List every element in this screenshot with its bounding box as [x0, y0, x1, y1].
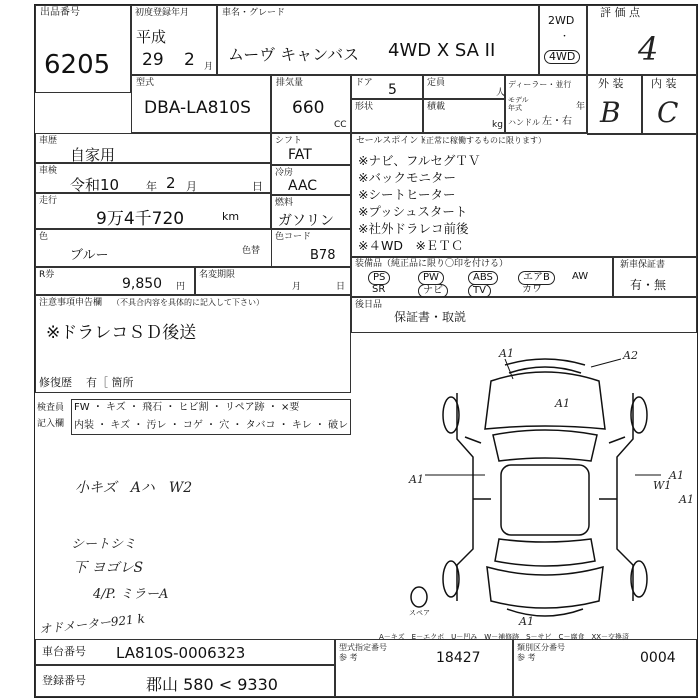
sales-point-item: ※バックモニター	[358, 170, 456, 185]
recycle-label: R券	[39, 270, 55, 280]
fuel-cell	[271, 195, 351, 229]
handle-label: ハンドル	[508, 118, 540, 127]
mileage: 9万4千720	[96, 209, 185, 229]
shape-label: 形状	[355, 102, 374, 112]
warranty-cell	[613, 257, 697, 297]
displacement-cell	[271, 75, 351, 133]
equipment-option: AW	[572, 271, 589, 282]
designation: 18427	[436, 650, 481, 666]
inspection-era: 令和10	[70, 176, 120, 194]
sales-points-cell	[351, 133, 697, 257]
displacement: 660	[292, 98, 325, 118]
sales-point-item: ※社外ドラレコ前後	[358, 221, 469, 236]
shape-cell	[351, 99, 423, 133]
category-label: 類別区分番号	[517, 643, 565, 652]
damage-mark: A1	[499, 347, 514, 360]
name-grade-label: 車名・グレード	[222, 8, 286, 18]
inspection-tsuki: 月	[186, 180, 197, 193]
first-reg-cell	[131, 5, 217, 75]
model-year-label: モデル年式	[508, 96, 529, 112]
warranty-label: 新車保証書	[620, 260, 666, 270]
shift-cell	[271, 133, 351, 165]
km-unit: km	[222, 210, 240, 223]
warranty: 有・無	[630, 278, 667, 292]
equipment-title: 装備品（純正品に限り〇印を付ける）	[355, 259, 509, 269]
person-unit: 人	[496, 88, 506, 98]
registration-cell	[35, 665, 335, 697]
fuel: ガソリン	[278, 213, 334, 229]
hand-note-4: 4/P. ミラーA	[93, 587, 169, 602]
inspector-label-1: 検査員	[37, 403, 65, 413]
capacity-label: 定員	[427, 78, 446, 88]
chassis-label: 車台番号	[42, 645, 86, 658]
color-code: B78	[310, 248, 336, 263]
car-name: ムーヴ キャンバス	[228, 45, 360, 64]
name-grade-cell	[217, 5, 539, 75]
sticker-label: 名変期限	[199, 270, 236, 280]
inspection-month: 2	[166, 174, 176, 192]
fw-row: FW ・ キズ ・ 飛石 ・ ヒビ割 ・ リペア跡 ・ ×要	[74, 402, 300, 413]
color: ブルー	[70, 248, 109, 263]
lot-cell	[35, 5, 131, 93]
lot-number: 6205	[44, 50, 111, 80]
yen-unit: 円	[176, 282, 186, 292]
year-unit: 年	[576, 102, 586, 112]
damage-mark: A1	[555, 397, 570, 410]
hand-note-5: オドメーター921 k	[38, 611, 146, 637]
dealer-cell	[505, 75, 587, 133]
equipment-option: カワ	[522, 284, 542, 295]
repair-label: 修復歴	[39, 376, 72, 389]
designation-label: 型式指定番号	[339, 643, 387, 652]
ac-label: 冷房	[275, 168, 294, 178]
score-cell	[587, 5, 697, 75]
equipment-option: PS	[368, 271, 390, 285]
doors-cell	[351, 75, 423, 99]
damage-mark: A1	[679, 493, 694, 506]
reg-month: 2	[184, 50, 195, 70]
model-label: 型式	[136, 78, 155, 88]
car-diagram	[395, 339, 697, 631]
later: 保証書・取説	[394, 310, 467, 324]
category-cell	[513, 639, 697, 697]
later-cell	[351, 297, 697, 333]
model-cell	[131, 75, 271, 133]
later-label: 後日品	[355, 300, 383, 310]
displacement-label: 排気量	[276, 78, 304, 88]
era: 平成	[136, 28, 167, 46]
drive-cell	[539, 5, 587, 75]
sticker-cell	[195, 267, 351, 295]
auction-sheet	[34, 4, 698, 698]
doors-label: ドア	[355, 78, 373, 88]
repair: 有［ 箇所	[86, 376, 134, 389]
fuel-label: 燃料	[275, 198, 294, 208]
shift-label: シフト	[275, 136, 303, 146]
lot-label: 出品番号	[40, 7, 80, 18]
month-unit: 月	[204, 62, 214, 72]
designation-cell	[335, 639, 513, 697]
kg-unit: kg	[492, 120, 503, 130]
category-sub: 参 考	[517, 653, 536, 662]
color-code-cell	[271, 229, 351, 267]
repaint-label: 色替	[242, 246, 261, 256]
equipment-option: TV	[468, 284, 491, 298]
equipment-option: ABS	[468, 271, 498, 285]
exterior-grade: B	[600, 96, 621, 129]
ac: AAC	[288, 178, 318, 194]
chassis-cell	[35, 639, 335, 665]
cc-unit: CC	[334, 120, 347, 130]
interior-grade: C	[657, 96, 679, 129]
notes-title: 注意事項申告欄	[39, 298, 103, 308]
registration-label: 登録番号	[42, 674, 86, 687]
sticker-day: 日	[336, 282, 346, 292]
sales-points-list	[358, 152, 480, 254]
color-code-label: 色コード	[275, 232, 312, 242]
sales-points-subtitle: （正常に稼働するものに限ります）	[418, 136, 546, 145]
designation-sub: 参 考	[339, 653, 358, 662]
recycle: 9,850	[122, 276, 163, 292]
damage-mark: A1	[669, 469, 684, 482]
dealer-label: ディーラー・並行	[508, 80, 572, 89]
damage-mark: W1	[653, 479, 672, 492]
notes-text: ※ドラレコＳＤ後送	[46, 323, 197, 343]
equipment-option: PW	[418, 271, 444, 285]
load-cell	[423, 99, 505, 133]
exterior-label: 外 装	[598, 77, 624, 90]
category: 0004	[640, 650, 676, 666]
interior-row: 内装 ・ キズ ・ 汚レ ・ コゲ ・ 穴 ・ タバコ ・ キレ ・ 破レ	[74, 420, 349, 431]
hand-note-2: シートシミ	[71, 537, 137, 552]
score-value: 4	[638, 30, 659, 68]
history-label: 車歴	[39, 136, 58, 146]
inspector-box	[71, 399, 351, 435]
history-cell	[35, 133, 271, 163]
sales-point-item: ※シートヒーター	[358, 187, 456, 202]
history: 自家用	[70, 146, 116, 164]
score-label: 評 価 点	[600, 6, 640, 19]
equipment-option: SR	[372, 284, 386, 295]
inspector-label-2: 記入欄	[37, 419, 65, 429]
damage-mark: A2	[623, 349, 638, 362]
registration: 郡山 580 < 9330	[146, 675, 278, 694]
chassis: LA810S-0006323	[116, 644, 246, 662]
handle: 左・右	[542, 116, 572, 127]
inspection-cell	[35, 163, 271, 193]
hand-note-3: 下 ヨゴレS	[73, 560, 144, 576]
recycle-cell	[35, 267, 195, 295]
interior-label: 内 装	[651, 77, 677, 90]
damage-mark: A1	[409, 473, 424, 486]
drive-4wd: 4WD	[544, 50, 580, 64]
drive-2wd: 2WD	[548, 14, 575, 27]
model: DBA-LA810S	[144, 98, 251, 118]
sales-point-item: ※ナビ、フルセグＴＶ	[358, 153, 481, 168]
sales-point-item: ※４WD ※ＥＴＣ	[358, 238, 464, 253]
first-reg-label: 初度登録年月	[135, 8, 190, 18]
interior-cell	[642, 75, 697, 135]
equipment-option: ナビ	[418, 284, 448, 298]
ac-cell	[271, 165, 351, 195]
hand-note-1: 小キズ Aハ W2	[75, 480, 193, 496]
sticker-month: 月	[292, 282, 302, 292]
exterior-cell	[587, 75, 642, 135]
notes-cell	[35, 295, 351, 393]
damage-legend: A－キズ E－エクボ U－凹み W－補修跡 S－サビ C－腐食 XX－交換済	[379, 633, 630, 641]
reg-year: 29	[142, 50, 164, 70]
capacity-cell	[423, 75, 505, 99]
damage-mark: A1	[519, 615, 534, 628]
inspection-day: 日	[252, 180, 263, 193]
sales-points-title: セールスポイント	[356, 136, 428, 146]
doors: 5	[388, 82, 397, 98]
equipment-option: エアB	[518, 271, 555, 285]
shift: FAT	[288, 147, 312, 163]
load-label: 積載	[427, 102, 446, 112]
inspection-nen: 年	[146, 180, 157, 193]
mileage-cell	[35, 193, 271, 229]
notes-subtitle: （不具合内容を具体的に記入して下さい）	[112, 298, 264, 307]
equipment-cell	[351, 257, 613, 297]
sales-point-item: ※プッシュスタート	[358, 204, 468, 219]
drive-dot: ・	[560, 32, 570, 42]
spare-label: スペア	[409, 609, 430, 617]
color-label: 色	[39, 232, 49, 242]
mileage-label: 走行	[39, 196, 58, 206]
grade: 4WD X SA II	[388, 40, 496, 61]
inspection-label: 車検	[39, 166, 58, 176]
